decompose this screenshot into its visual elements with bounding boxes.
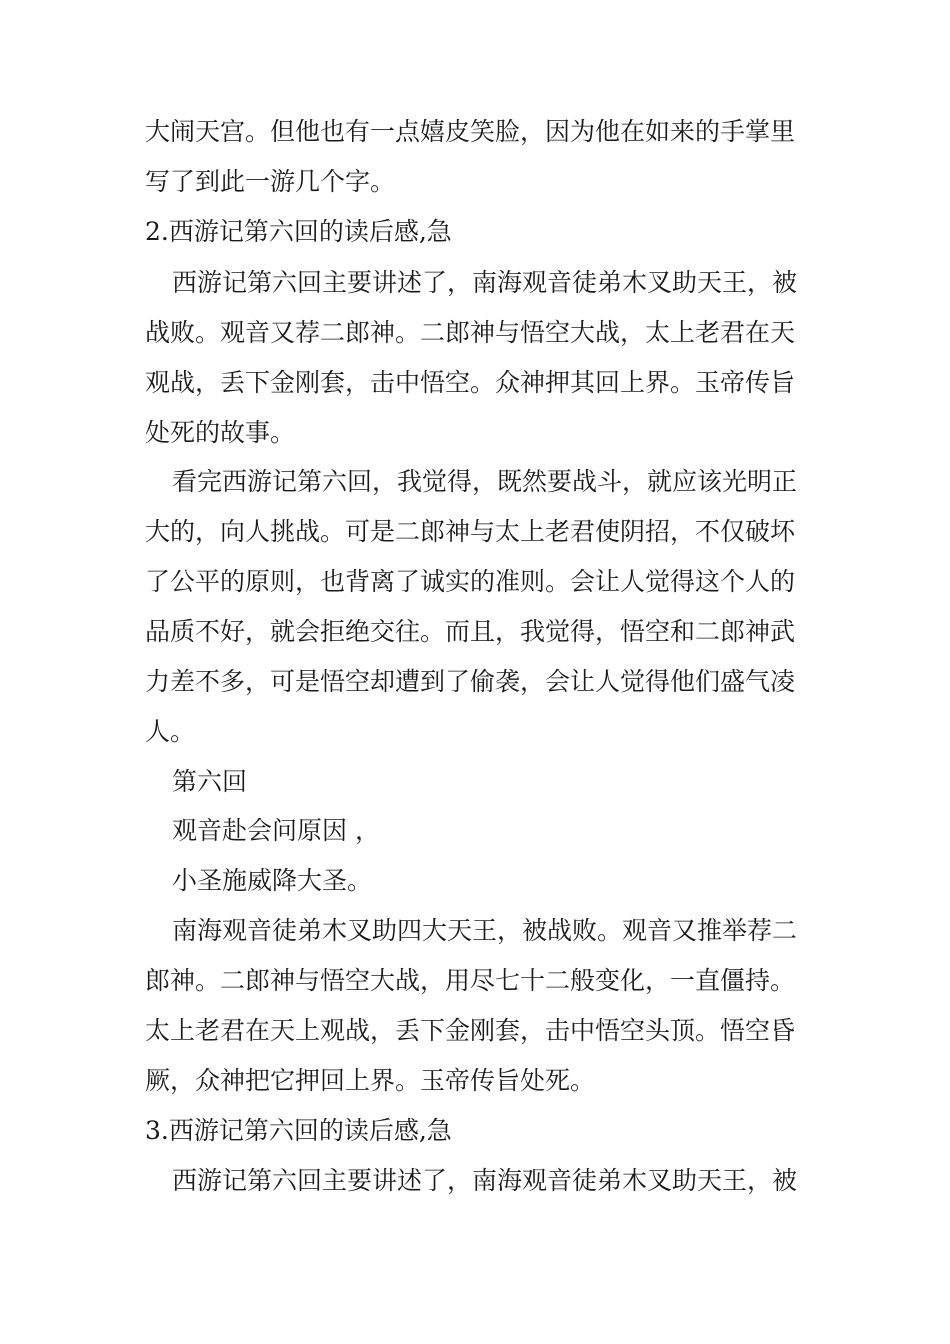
paragraph-line: 力差不多，可是悟空却遭到了偷袭，会让人觉得他们盛气凌 bbox=[145, 667, 796, 696]
paragraph-line: 西游记第六回主要讲述了，南海观音徒弟木叉助天王，被 bbox=[172, 268, 798, 297]
paragraph-line: 写了到此一游几个字。 bbox=[145, 167, 396, 196]
paragraph-line: 人。 bbox=[145, 717, 196, 746]
paragraph-line: 大闹天宫。但他也有一点嬉皮笑脸，因为他在如来的手掌里 bbox=[145, 117, 796, 146]
section-heading: 3.西游记第六回的读后感,急 bbox=[145, 1116, 452, 1145]
paragraph-line: 处死的故事。 bbox=[145, 418, 296, 447]
paragraph-line: 南海观音徒弟木叉助四大天王，被战败。观音又推举荐二 bbox=[172, 916, 798, 945]
paragraph-line: 大的，向人挑战。可是二郎神与太上老君使阴招，不仅破坏 bbox=[145, 517, 796, 546]
paragraph-line: 郎神。二郎神与悟空大战，用尽七十二般变化，一直僵持。 bbox=[145, 966, 796, 995]
paragraph-line: 看完西游记第六回，我觉得，既然要战斗，就应该光明正 bbox=[172, 467, 798, 496]
paragraph-line: 战败。观音又荐二郎神。二郎神与悟空大战，太上老君在天 bbox=[145, 318, 796, 347]
paragraph-line: 西游记第六回主要讲述了，南海观音徒弟木叉助天王，被 bbox=[172, 1166, 798, 1195]
verse-line: 观音赴会问原因 ， bbox=[172, 816, 380, 845]
paragraph-line: 品质不好，就会拒绝交往。而且，我觉得，悟空和二郎神武 bbox=[145, 617, 796, 646]
chapter-title: 第六回 bbox=[172, 767, 248, 796]
paragraph-line: 了公平的原则，也背离了诚实的准则。会让人觉得这个人的 bbox=[145, 567, 796, 596]
paragraph-line: 太上老君在天上观战，丢下金刚套，击中悟空头顶。悟空昏 bbox=[145, 1016, 796, 1045]
paragraph-line: 厥，众神把它押回上界。玉帝传旨处死。 bbox=[145, 1066, 596, 1095]
verse-line: 小圣施威降大圣。 bbox=[172, 866, 373, 895]
paragraph-line: 观战，丢下金刚套，击中悟空。众神押其回上界。玉帝传旨 bbox=[145, 368, 796, 397]
section-heading: 2.西游记第六回的读后感,急 bbox=[145, 217, 452, 246]
